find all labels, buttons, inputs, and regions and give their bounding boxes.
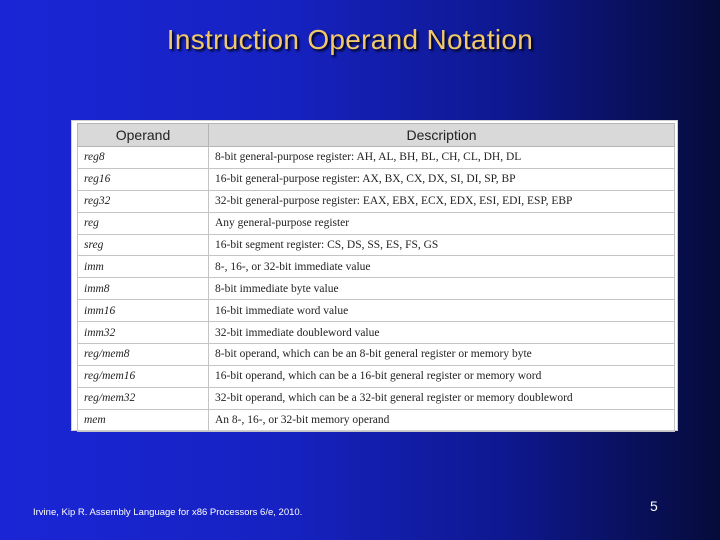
- table-row: [78, 365, 675, 387]
- operand-table-image: [71, 120, 678, 431]
- operand-cell: reg: [78, 212, 209, 234]
- operand-cell: mem: [78, 409, 209, 431]
- operand-cell: reg/mem16: [78, 365, 209, 387]
- operand-cell: reg/mem32: [78, 387, 209, 409]
- operand-cell: reg/mem8: [78, 344, 209, 366]
- description-cell: An 8-, 16-, or 32-bit memory operand: [209, 409, 675, 431]
- table-row: [78, 190, 675, 212]
- page-number: 5: [650, 498, 658, 514]
- description-cell: 8-, 16-, or 32-bit immediate value: [209, 256, 675, 278]
- operand-table: [77, 123, 675, 432]
- description-cell: 16-bit general-purpose register: AX, BX, CX, DX, SI, DI, SP, BP: [209, 168, 675, 190]
- description-cell: 16-bit segment register: CS, DS, SS, ES, FS, GS: [209, 234, 675, 256]
- description-cell: Any general-purpose register: [209, 212, 675, 234]
- description-cell: 8-bit immediate byte value: [209, 278, 675, 300]
- operand-cell: reg32: [78, 190, 209, 212]
- description-cell: 32-bit operand, which can be a 32-bit general register or memory doubleword: [209, 387, 675, 409]
- description-cell: 32-bit immediate doubleword value: [209, 322, 675, 344]
- description-cell: 16-bit operand, which can be a 16-bit general register or memory word: [209, 365, 675, 387]
- table-row: [78, 322, 675, 344]
- operand-cell: imm32: [78, 322, 209, 344]
- description-cell: 8-bit general-purpose register: AH, AL, BH, BL, CH, CL, DH, DL: [209, 147, 675, 169]
- table-row: [78, 147, 675, 169]
- table-row: [78, 168, 675, 190]
- table-row: [78, 256, 675, 278]
- header-operand: Operand: [78, 124, 209, 147]
- operand-cell: imm8: [78, 278, 209, 300]
- table-header-row: [78, 124, 675, 147]
- description-cell: 16-bit immediate word value: [209, 300, 675, 322]
- table-row: [78, 409, 675, 431]
- operand-cell: imm: [78, 256, 209, 278]
- operand-cell: reg8: [78, 147, 209, 169]
- table-row: [78, 344, 675, 366]
- description-cell: 8-bit operand, which can be an 8-bit general register or memory byte: [209, 344, 675, 366]
- operand-cell: imm16: [78, 300, 209, 322]
- header-description: Description: [209, 124, 675, 147]
- table-row: [78, 300, 675, 322]
- table-row: [78, 387, 675, 409]
- operand-cell: sreg: [78, 234, 209, 256]
- footer-citation: Irvine, Kip R. Assembly Language for x86 Processors 6/e, 2010.: [33, 507, 303, 518]
- slide-title: Instruction Operand Notation: [166, 24, 534, 55]
- operand-cell: reg16: [78, 168, 209, 190]
- table-row: [78, 234, 675, 256]
- description-cell: 32-bit general-purpose register: EAX, EBX, ECX, EDX, ESI, EDI, ESP, EBP: [209, 190, 675, 212]
- table-row: [78, 278, 675, 300]
- table-row: [78, 212, 675, 234]
